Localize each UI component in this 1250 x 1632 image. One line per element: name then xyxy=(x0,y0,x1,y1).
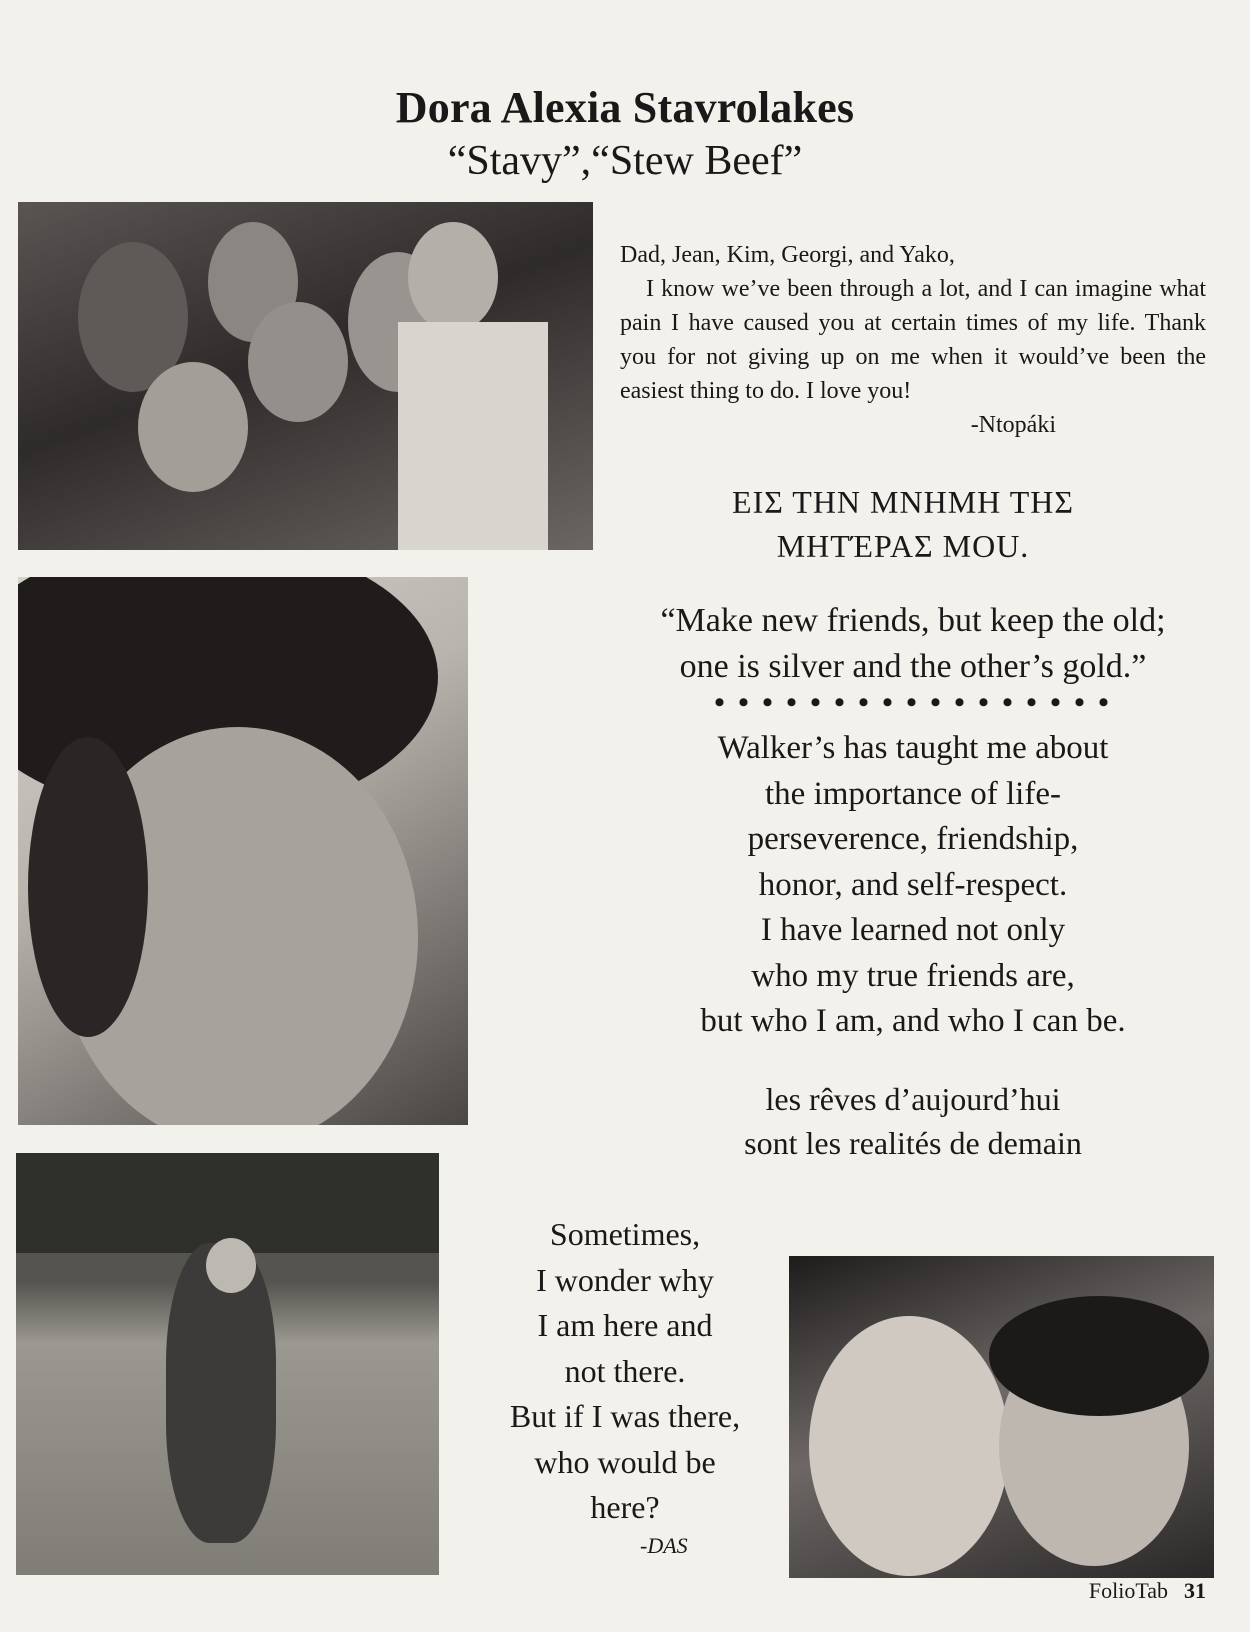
poem-line: not there. xyxy=(564,1352,686,1389)
dotted-divider: • • • • • • • • • • • • • • • • • xyxy=(714,686,1112,719)
french-quote xyxy=(620,1077,1206,1165)
reflection-line: who my true friends are, xyxy=(751,957,1075,994)
quote-line: one is silver and the other’s gold.” xyxy=(679,648,1147,685)
family-photo xyxy=(18,202,593,550)
page-footer xyxy=(1089,1578,1206,1604)
greek-line: ΕΙΣ ΤΗΝ ΜΝΗΜΗ ΤΗΣ xyxy=(732,484,1074,520)
letter-greeting: Dad, Jean, Kim, Georgi, and Yako, xyxy=(620,242,955,268)
friends-photo xyxy=(789,1256,1214,1578)
quote-line: “Make new friends, but keep the old; xyxy=(660,602,1166,639)
greek-line: ΜΗΤΈΡΑΣ ΜOU. xyxy=(776,528,1030,564)
walkers-reflection xyxy=(620,726,1206,1045)
portrait-photo xyxy=(18,577,468,1125)
poem-line: Sometimes, xyxy=(549,1216,701,1252)
nicknames: “Stavy”,“Stew Beef” xyxy=(447,138,803,184)
greek-dedication xyxy=(640,480,1166,568)
reflection-line: the importance of life- xyxy=(765,775,1061,812)
poem-line: I wonder why xyxy=(536,1261,714,1298)
french-line: sont les realités de demain xyxy=(744,1125,1082,1161)
reflection-line: honor, and self-respect. xyxy=(758,866,1068,903)
page-title: Dora Alexia Stavrolakes xyxy=(395,83,855,132)
page-number: 31 xyxy=(1184,1578,1206,1603)
poem-line: who would be xyxy=(534,1443,716,1480)
letter-body: I know we’ve been through a lot, and I can imagine what pain I have caused you at certain times of my life. Thank you for not giving up on me when it would’ve been the easiest thing to do. I love you! xyxy=(620,276,1206,404)
poem-line: I am here and xyxy=(537,1307,713,1343)
letter-signature: -Ntopáki xyxy=(970,412,1056,438)
reflection-line: but who I am, and who I can be. xyxy=(700,1003,1126,1039)
reflection-line: I have learned not only xyxy=(760,912,1066,948)
friendship-quote xyxy=(620,598,1206,690)
poem-line: here? xyxy=(590,1489,660,1525)
poem xyxy=(470,1212,780,1531)
poem-signature: -DAS xyxy=(640,1533,688,1558)
poem-line: But if I was there, xyxy=(509,1398,741,1434)
footer-label: FolioTab xyxy=(1088,1578,1168,1603)
reflection-line: perseverence, friendship, xyxy=(747,821,1079,857)
reflection-line: Walker’s has taught me about xyxy=(717,730,1109,766)
family-letter xyxy=(620,238,1206,442)
field-hug-photo xyxy=(16,1153,439,1575)
french-line: les rêves d’aujourd’hui xyxy=(765,1081,1061,1117)
